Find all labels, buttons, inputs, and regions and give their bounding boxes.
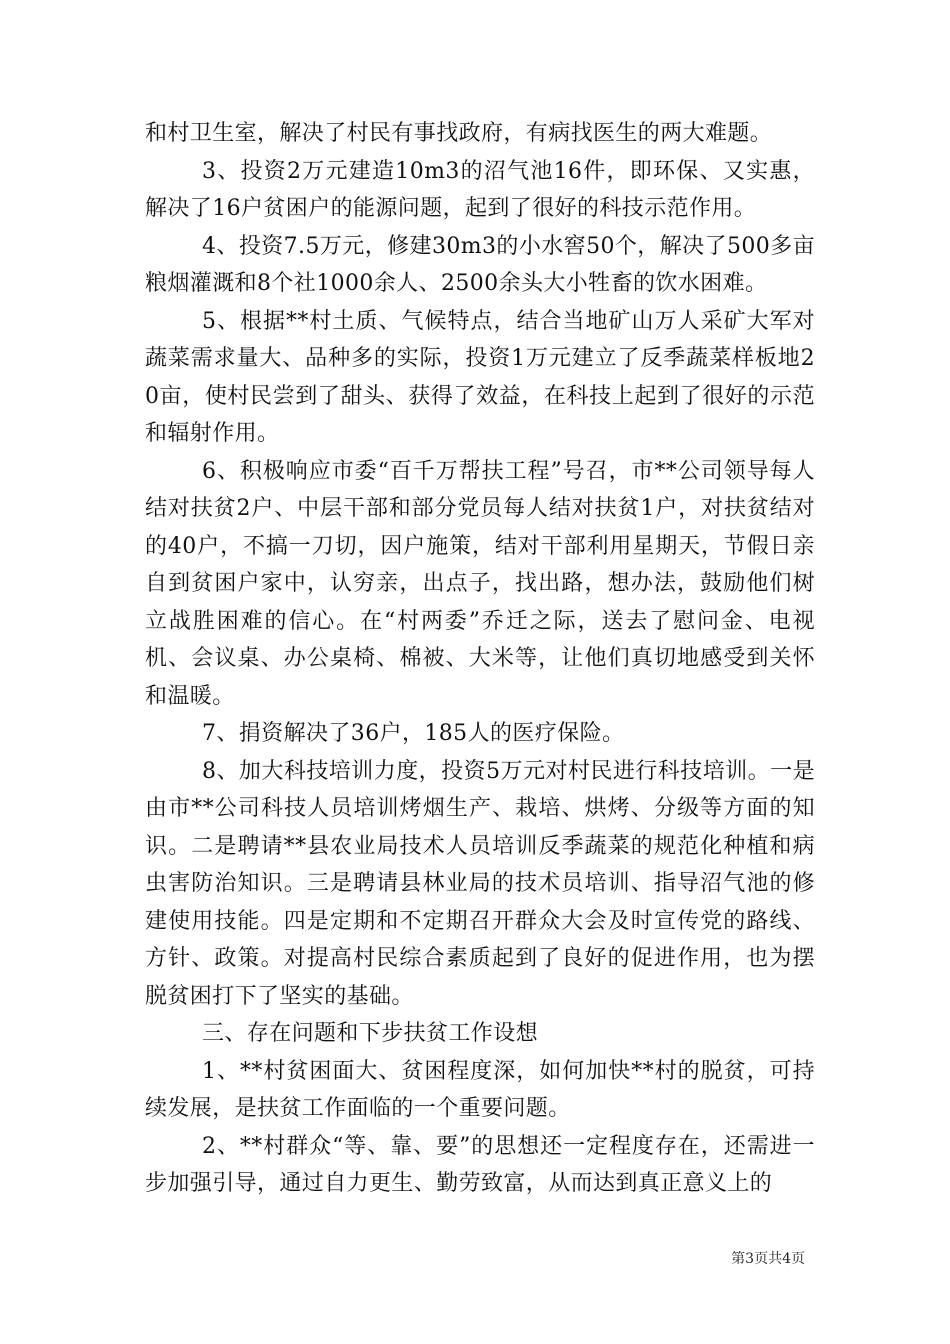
paragraph-item-6: 6、积极响应市委“百千万帮扶工程”号召，市**公司领导每人结对扶贫2户、中层干部和部分党员每人结对扶贫1户，对扶贫结对的40户，不搞一刀切，因户施策，结对干部利用星期天，节假日亲自到贫困户家中，认穷亲，出点子，找出路，想办法，鼓励他们树立战胜困难的信心。在“村两委”乔迁之际，送去了慰问金、电视机、会议桌、办公桌椅、棉被、大米等，让他们真切地感受到关怀和温暖。 xyxy=(145,458,815,709)
paragraph-continuation: 和村卫生室，解决了村民有事找政府，有病找医生的两大难题。 xyxy=(145,121,773,146)
paragraph-item-4: 4、投资7.5万元，修建30m3的小水窖50个，解决了500多亩粮烟灌溉和8个社1000余人、2500余头大小牲畜的饮水困难。 xyxy=(145,233,815,296)
paragraph-item-3: 3、投资2万元建造10m3的沼气池16件，即环保、又实惠，解决了16户贫困户的能源问题，起到了很好的科技示范作用。 xyxy=(145,158,815,221)
paragraph-item-7: 7、捐资解决了36户，185人的医疗保险。 xyxy=(202,721,625,746)
paragraph-item-8: 8、加大科技培训力度，投资5万元对村民进行科技培训。一是由市**公司科技人员培训烤烟生产、栽培、烘烤、分级等方面的知识。二是聘请**县农业局技术人员培训反季蔬菜的规范化种植和病虫害防治知识。三是聘请县林业局的技术员培训、指导沼气池的修建使用技能。四是定期和不定期召开群众大会及时宣传党的路线、方针、政策。对提高村民综合素质起到了良好的促进作用，也为摆脱贫困打下了坚实的基础。 xyxy=(145,758,815,1009)
section-heading: 三、存在问题和下步扶贫工作设想 xyxy=(202,1021,539,1046)
page-number-footer: 第3页共4页 xyxy=(731,1251,805,1267)
paragraph-issue-1: 1、**村贫困面大、贫困程度深，如何加快**村的脱贫，可持续发展，是扶贫工作面临的一个重要问题。 xyxy=(145,1058,815,1121)
paragraph-item-5: 5、根据**村土质、气候特点，结合当地矿山万人采矿大军对蔬菜需求量大、品种多的实际，投资1万元建立了反季蔬菜样板地20亩，使村民尝到了甜头、获得了效益，在科技上起到了很好的示范和辐射作用。 xyxy=(145,308,815,446)
paragraph-issue-2: 2、**村群众“等、靠、要”的思想还一定程度存在，还需进一步加强引导，通过自力更生、勤劳致富，从而达到真正意义上的 xyxy=(145,1133,815,1196)
document-body xyxy=(145,115,815,1203)
